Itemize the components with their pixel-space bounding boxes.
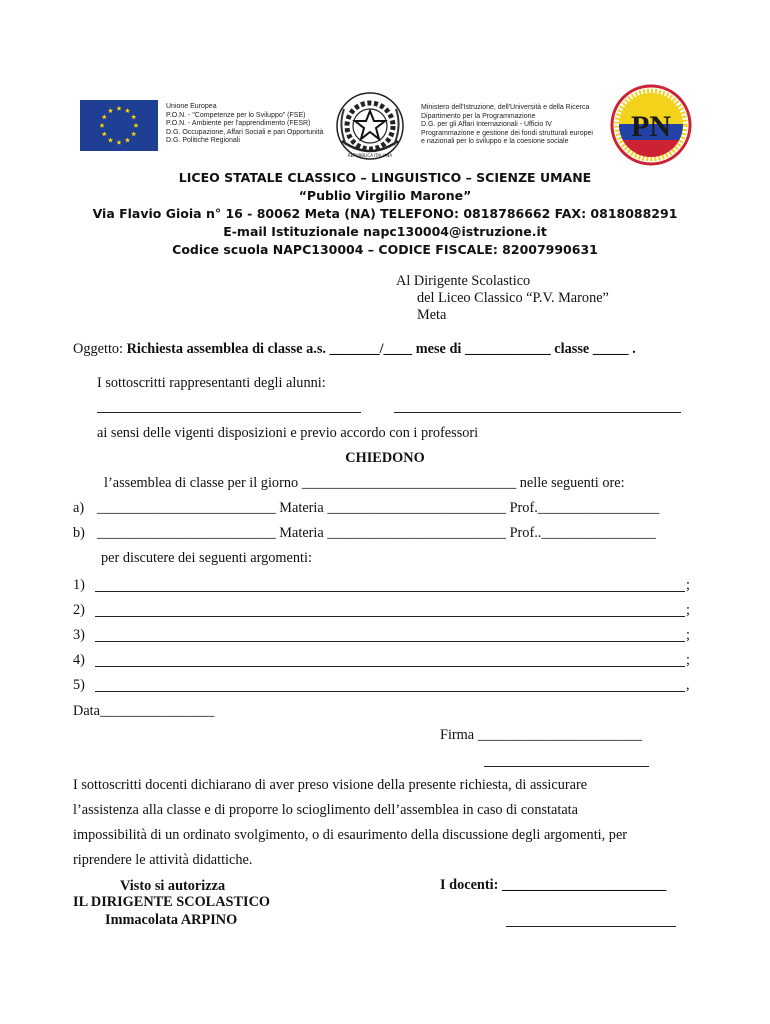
declaration-line-2: l’assistenza alla classe e di proporre lo scioglimento dell’assemblea in caso di constatata: [73, 802, 578, 818]
hour-marker-a: a): [73, 500, 85, 516]
topic-line-1[interactable]: [95, 591, 685, 592]
recipient-line-3: Meta: [417, 307, 447, 323]
school-name-line: LICEO STATALE CLASSICO – LINGUISTICO – SCIENZE UMANE: [178, 170, 592, 185]
topic-end-2: ;: [686, 602, 690, 618]
request-title: CHIEDONO: [345, 450, 425, 466]
teachers-signature-field[interactable]: I docenti: _______________________: [440, 877, 667, 893]
topic-line-5[interactable]: [95, 691, 685, 692]
principal-name: Immacolata ARPINO: [105, 912, 238, 928]
authorize-label: Visto si autorizza: [120, 878, 226, 894]
hour-line-a[interactable]: _________________________ Materia _________________________ Prof._________________: [97, 500, 660, 516]
school-logo-letters: PN: [631, 110, 671, 143]
italian-republic-emblem: [334, 89, 406, 163]
ministry-text: Ministero dell'Istruzione, dell'Università e della Ricerca Dipartimento per la Programmazione D.G. per gli Affari Internazionali - Ufficio IV Programmazione e gestione dei fondi strutturali europei e nazionali per lo sviluppo e la coesione sociale: [421, 104, 593, 146]
student-rep-2-field[interactable]: [394, 412, 681, 413]
topic-marker-5: 5): [73, 677, 85, 693]
emblem-ring-text: REPUBBLICA ITALIANA: [347, 153, 393, 158]
topic-marker-1: 1): [73, 577, 85, 593]
school-logo: [610, 84, 692, 166]
topic-end-5: ,: [686, 677, 690, 693]
date-field[interactable]: Data________________: [73, 703, 215, 719]
declaration-line-4: riprendere le attività didattiche.: [73, 852, 253, 868]
student-signature-line-2[interactable]: [484, 766, 649, 767]
consent-text: ai sensi delle vigenti disposizioni e previo accordo con i professori: [97, 425, 479, 441]
subject-line: [73, 341, 636, 358]
recipient-line-1: Al Dirigente Scolastico: [396, 273, 531, 289]
assembly-day-line: l’assemblea di classe per il giorno ______________________________ nelle seguenti ore:: [104, 475, 625, 491]
topic-end-4: ;: [686, 652, 690, 668]
eu-flag-logo: [80, 100, 158, 151]
signatories-intro: I sottoscritti rappresentanti degli alunni:: [97, 375, 326, 391]
declaration-line-1: I sottoscritti docenti dichiarano di aver preso visione della presente richiesta, di assicurare: [73, 777, 588, 793]
eu-program-text: Unione Europea P.O.N. - "Competenze per lo Sviluppo" (FSE) P.O.N. - Ambiente per l'apprendimento (FESR) D.G. Occupazione, Affari Sociali e pari Opportunità D.G. Politiche Regionali: [166, 103, 324, 145]
subject-label: Oggetto:: [73, 341, 127, 357]
topic-end-3: ;: [686, 627, 690, 643]
school-address: Via Flavio Gioia n° 16 - 80062 Meta (NA) TELEFONO: 0818786662 FAX: 0818088291: [92, 206, 678, 221]
topic-line-4[interactable]: [95, 666, 685, 667]
principal-title: IL DIRIGENTE SCOLASTICO: [73, 894, 271, 910]
student-signature-field[interactable]: Firma _______________________: [440, 727, 643, 743]
student-rep-1-field[interactable]: [97, 412, 361, 413]
declaration-line-3: impossibilità di un ordinato svolgimento, o di esaurimento della discussione degli argomenti, per: [73, 827, 628, 843]
hour-marker-b: b): [73, 525, 85, 541]
topic-marker-2: 2): [73, 602, 85, 618]
topic-marker-4: 4): [73, 652, 85, 668]
recipient-line-2: del Liceo Classico “P.V. Marone”: [417, 290, 609, 306]
school-email: E-mail Istituzionale napc130004@istruzione.it: [223, 224, 547, 239]
topic-line-3[interactable]: [95, 641, 685, 642]
topic-end-1: ;: [686, 577, 690, 593]
topics-intro: per discutere dei seguenti argomenti:: [101, 550, 312, 566]
topic-line-2[interactable]: [95, 616, 685, 617]
hour-line-b[interactable]: _________________________ Materia _________________________ Prof..________________: [97, 525, 656, 541]
school-codes: Codice scuola NAPC130004 – CODICE FISCALE: 82007990631: [172, 242, 598, 257]
teachers-signature-line-2[interactable]: [506, 926, 676, 927]
subject-text: Richiesta assemblea di classe a.s. _______/____ mese di ____________ classe _____ .: [126, 341, 636, 357]
school-title: “Publio Virgilio Marone”: [298, 188, 472, 203]
topic-marker-3: 3): [73, 627, 85, 643]
